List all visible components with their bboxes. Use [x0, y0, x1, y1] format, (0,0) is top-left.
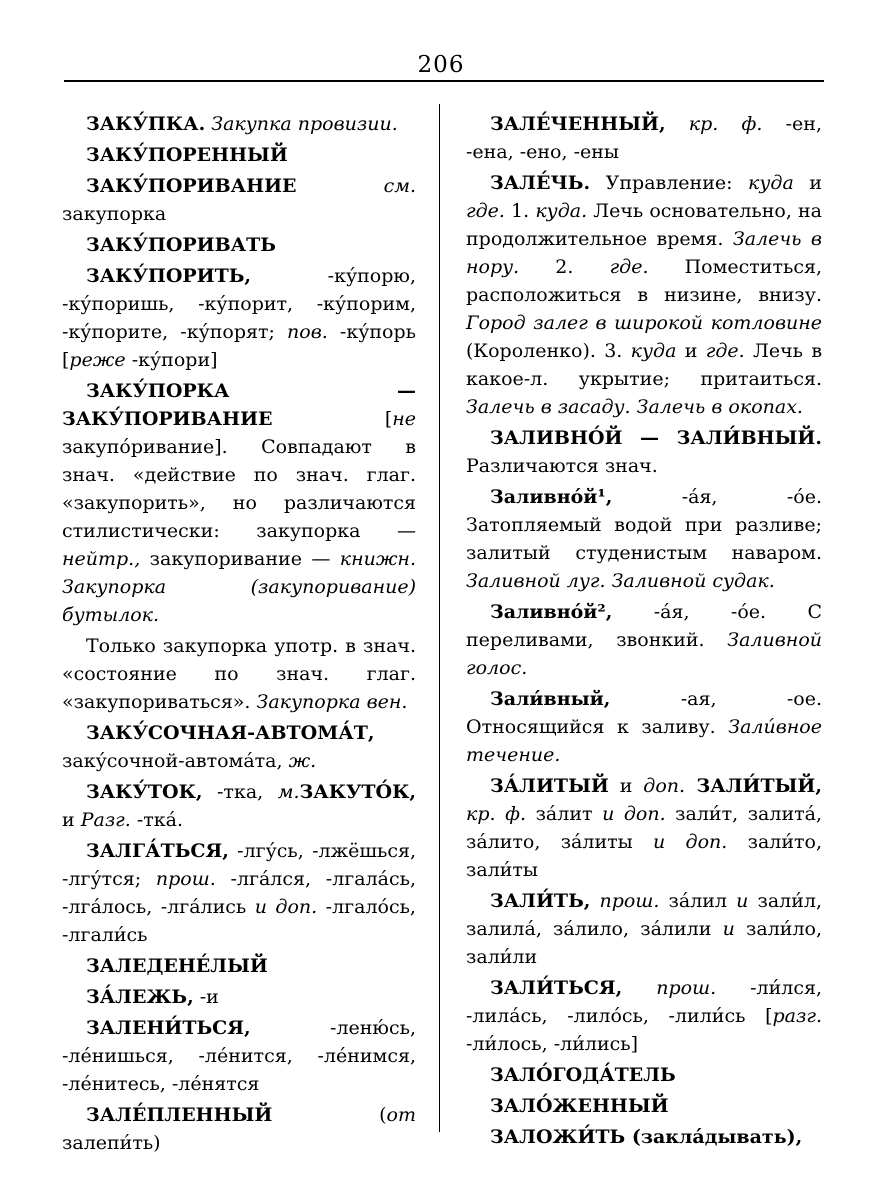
entry-headword: ЗА́ЛИТЫЙ: [490, 775, 609, 797]
entry-text: зали́т, залита́, за́лито, за́литы: [466, 803, 822, 853]
entry-label: пов.: [287, 321, 328, 343]
dictionary-entry: [62, 141, 416, 169]
entry-label: где.: [466, 200, 505, 222]
entry-label: и доп.: [602, 803, 666, 825]
entry-headword: Заливно́й²,: [490, 601, 613, 623]
entry-text: -ен, -ена, -ено, -ены: [466, 113, 822, 163]
entry-headword: ЗАКУТО́К,: [299, 781, 416, 803]
entry-text: -а́я, -о́е. Затопляемый водой при разливе; залитый студенистым наваром.: [466, 486, 822, 564]
entry-label: где.: [705, 340, 745, 362]
dictionary-entry: [62, 377, 416, 629]
dictionary-entry: [62, 778, 416, 834]
dictionary-entry: [62, 952, 416, 980]
entry-label: от: [386, 1104, 416, 1126]
dictionary-entry: [466, 1092, 822, 1120]
entry-text: [666, 113, 689, 135]
entry-text: (: [272, 1104, 387, 1126]
left-column: [62, 110, 416, 1160]
entry-text: за́лил: [659, 890, 737, 912]
entry-text: зали́л, залила́, за́лило, за́лили: [466, 890, 823, 940]
dictionary-entry: [62, 262, 416, 374]
entry-label: прош.: [656, 977, 717, 999]
dictionary-entry: [62, 983, 416, 1011]
entry-text: за́лит: [526, 803, 603, 825]
entry-text: -ку́порю, -ку́поришь, -ку́порит, -ку́порим, -ку́порите, -ку́порят;: [62, 265, 416, 343]
entry-label: Город залег в широкой котловине: [466, 312, 822, 334]
entry-text: и: [62, 809, 81, 831]
entry-headword: ЗАКУ́СОЧНАЯ-АВТОМА́Т,: [86, 722, 375, 744]
entry-headword: Заливно́й¹,: [490, 486, 613, 508]
header-rule: [64, 80, 824, 82]
entry-text: -лга́лся, -лгала́сь, -лга́лось, -лга́лись: [62, 868, 416, 918]
entry-label: Разг.: [80, 809, 131, 831]
entry-text: 2.: [519, 256, 610, 278]
dictionary-entry: [62, 719, 416, 775]
entry-headword: ЗАКУ́ПОРИВАНИЕ: [86, 175, 297, 197]
entry-headword: ЗАЛИВНО́Й — ЗАЛИ́ВНЫЙ.: [490, 427, 822, 449]
dictionary-entry: [466, 424, 822, 480]
entry-label: кр. ф.: [466, 803, 527, 825]
dictionary-entry: [466, 483, 822, 595]
entry-label: куда: [630, 340, 677, 362]
entry-label: прош.: [155, 868, 216, 890]
entry-headword: ЗАЛИ́ТЬ,: [490, 890, 591, 912]
entry-label: м.: [277, 781, 300, 803]
entry-headword: ЗАЛИ́ТЬСЯ,: [490, 977, 623, 999]
entry-label: и доп.: [653, 831, 728, 853]
entry-text: -ку́пори]: [125, 349, 218, 371]
dictionary-entry: [62, 231, 416, 259]
entry-text: -леню́сь, -ле́нишься, -ле́нится, -ле́нимся, -ле́нитесь, -ле́нятся: [62, 1017, 416, 1095]
entry-text: и: [676, 340, 706, 362]
entry-text: -тка,: [202, 781, 278, 803]
column-divider: [439, 104, 440, 1132]
entry-text: зали́то, зали́ты: [466, 831, 822, 881]
entry-label: Заливной луг. Заливной судак.: [466, 570, 775, 592]
entry-text: закупоривание —: [140, 548, 340, 570]
page-number: 206: [417, 52, 465, 78]
entry-label: куда.: [535, 200, 588, 222]
entry-headword: Зали́вный,: [490, 688, 611, 710]
right-column: [466, 110, 822, 1154]
entry-label: Заливной голос.: [466, 629, 822, 679]
dictionary-entry: [466, 169, 822, 421]
entry-text: [297, 175, 384, 197]
entry-text: Поместиться, расположиться в низине, внизу.: [466, 256, 822, 306]
entry-headword: ЗАЛЕДЕНЕ́ЛЫЙ: [86, 955, 268, 977]
entry-label: нейтр.,: [62, 548, 141, 570]
entry-text: Различаются знач.: [466, 455, 658, 477]
entry-label: доп.: [643, 775, 686, 797]
dictionary-entry: [466, 887, 822, 971]
dictionary-entry: [62, 1101, 416, 1157]
dictionary-entry: [466, 110, 822, 166]
entry-text: -и: [193, 986, 219, 1008]
entry-headword: ЗАКУ́ПКА.: [86, 113, 206, 135]
entry-headword: ЗАЛЕ́ЧЕННЫЙ,: [490, 113, 666, 135]
entry-label: и: [722, 918, 735, 940]
entry-text: и: [793, 172, 822, 194]
entry-headword: ЗАЛЕ́ПЛЕННЫЙ: [86, 1104, 273, 1126]
entry-text: -ли́лось, -ли́лись]: [466, 1033, 639, 1055]
entry-label: см.: [383, 175, 416, 197]
dictionary-entry: [62, 1014, 416, 1098]
entry-label: разг.: [772, 1005, 822, 1027]
dictionary-entry: [466, 1061, 822, 1089]
entry-text: -ли́лся, -лила́сь, -лило́сь, -лили́сь [: [466, 977, 822, 1027]
entry-label: куда: [748, 172, 794, 194]
entry-text: -ая, -ое. Относящийся к заливу.: [466, 688, 822, 738]
entry-headword: ЗАЛГА́ТЬСЯ,: [86, 840, 229, 862]
dictionary-entry: [466, 974, 822, 1058]
entry-label: прош.: [599, 890, 660, 912]
entry-text: -ку́порь [: [62, 321, 416, 371]
entry-label: не: [392, 408, 416, 430]
entry-label: Залечь в нору.: [466, 228, 822, 278]
entry-label: реже: [69, 349, 126, 371]
entry-text: залепи́ть): [62, 1132, 161, 1154]
entry-headword: ЗАКУ́ПОРИТЬ,: [86, 265, 252, 287]
entry-text: (Короленко). 3.: [466, 340, 631, 362]
entry-text: [590, 890, 599, 912]
entry-headword: ЗАКУ́ПОРКА — ЗАКУ́ПОРИВАНИЕ: [62, 380, 416, 430]
entry-text: 1.: [504, 200, 536, 222]
entry-label: Закупорка вен.: [256, 691, 408, 713]
entry-text: Лечь в какое-л. укрытие; притаиться.: [466, 340, 823, 390]
dictionary-entry: [62, 632, 416, 716]
entry-label: и доп.: [254, 896, 318, 918]
entry-text: -лгу́сь, -лжёшься, -лгу́тся;: [62, 840, 416, 890]
entry-text: закупорка: [62, 203, 167, 225]
entry-text: зали́ло, зали́ли: [466, 918, 822, 968]
entry-text: закупо́ривание]. Совпадают в знач. «действие по знач. глаг. «закупорить», но различаются стилистически: закупорка —: [62, 436, 416, 542]
entry-text: -а́я, -о́е. С переливами, звонкий.: [466, 601, 822, 651]
entry-headword: ЗАЛЕНИ́ТЬСЯ,: [86, 1017, 251, 1039]
entry-text: Лечь основательно, на продолжительное время.: [466, 200, 822, 250]
dictionary-entry: [62, 110, 416, 138]
entry-text: заку́сочной-автома́та,: [62, 750, 289, 772]
entry-text: -лгало́сь, -лгали́сь: [62, 896, 416, 946]
dictionary-entry: [466, 772, 822, 884]
entry-label: ж.: [288, 750, 317, 772]
entry-headword: ЗАЛИ́ТЫЙ,: [685, 775, 822, 797]
entry-label: Закупка провизии.: [211, 113, 398, 135]
entry-text: Управление:: [590, 172, 749, 194]
dictionary-entry: [466, 1123, 822, 1151]
entry-text: [622, 977, 656, 999]
entry-label: книжн. Закупорка (закупоривание) бутылок.: [62, 548, 416, 626]
entry-headword: ЗАЛЕ́ЧЬ.: [490, 172, 591, 194]
entry-headword: ЗАЛОЖИ́ТЬ (закла́дывать),: [490, 1126, 803, 1148]
entry-label: и: [736, 890, 749, 912]
entry-label: Зали́вное течение.: [466, 716, 822, 766]
entry-headword: ЗАКУ́ТОК,: [86, 781, 203, 803]
entry-label: кр. ф.: [688, 113, 763, 135]
dictionary-entry: [62, 172, 416, 228]
entry-text: -тка́.: [130, 809, 184, 831]
entry-headword: ЗАКУ́ПОРЕННЫЙ: [86, 144, 288, 166]
entry-text: Только закупорка употр. в знач. «состояние по знач. глаг. «закупориваться».: [62, 635, 416, 713]
entry-label: Залечь в засаду. Залечь в окопах.: [466, 396, 803, 418]
entry-headword: ЗАЛО́ГОДА́ТЕЛЬ: [490, 1064, 676, 1086]
entry-headword: ЗА́ЛЕЖЬ,: [86, 986, 194, 1008]
dictionary-entry: [466, 598, 822, 682]
entry-label: где.: [609, 256, 649, 278]
dictionary-entry: [466, 685, 822, 769]
entry-text: [: [272, 408, 393, 430]
entry-headword: ЗАЛО́ЖЕННЫЙ: [490, 1095, 669, 1117]
dictionary-entry: [62, 837, 416, 949]
entry-text: и: [608, 775, 644, 797]
entry-headword: ЗАКУ́ПОРИВАТЬ: [86, 234, 276, 256]
